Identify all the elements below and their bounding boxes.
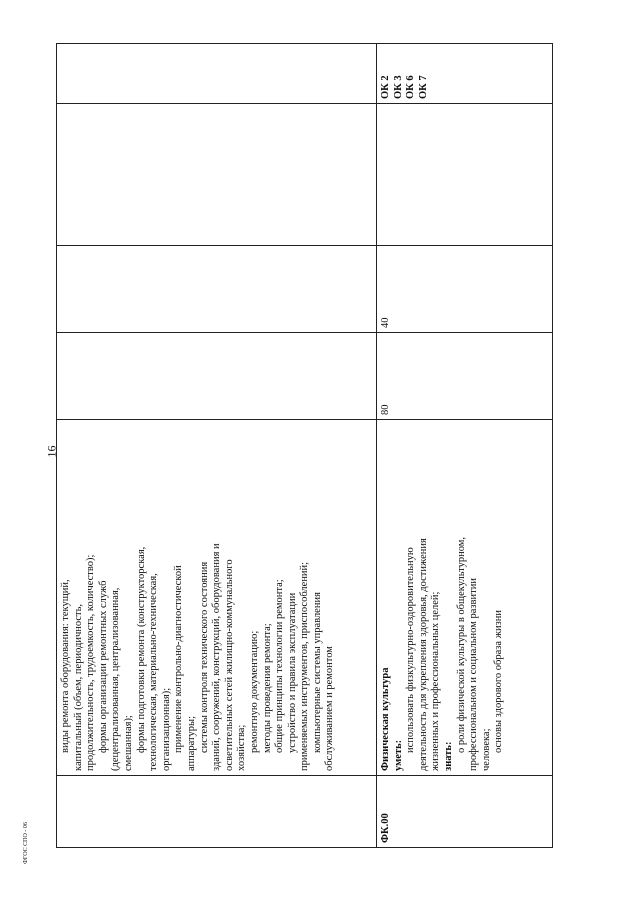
content-line: человека; [480, 728, 492, 771]
content-line: общие принципы технологии ремонта; [274, 579, 286, 753]
content-line: использовать физкультурно-оздоровительную [405, 547, 417, 753]
content-line: технологическая, материально-техническая, [148, 573, 160, 771]
content-line: ремонтную документацию; [248, 630, 260, 753]
content-line: аппаратуры; [185, 716, 197, 771]
content-line: организационная); [160, 687, 172, 771]
content-line: продолжительность, трудоемкость, количество); [85, 554, 97, 771]
content-line: компьютерные системы управления [311, 592, 323, 753]
content-line: методы проведения ремонта; [261, 623, 273, 753]
table-row [377, 44, 553, 848]
content-lines [60, 424, 337, 771]
content-line: зданий, сооружений, конструкций, оборудования и [211, 543, 223, 771]
content-line: основы здорового образа жизни [493, 610, 505, 753]
content-line: смешанная); [122, 715, 134, 771]
content-line: капитальный (объем, периодичность, [72, 603, 84, 771]
max-hours-cell [57, 333, 377, 420]
content-line: применяемых инструментов, приспособлений; [299, 561, 311, 771]
content-heading: знать: [442, 741, 454, 771]
content-line: осветительных сетей жилищно-коммунального [223, 559, 235, 771]
content-line: применение контрольно-диагностической [173, 565, 185, 753]
content-line: формы подготовки ремонта (конструкторская, [135, 546, 147, 753]
content-line: хозяйства; [236, 724, 248, 771]
content-line: формы организации ремонтных служб [97, 580, 109, 753]
content-line: жизненных и профессиональных целей; [430, 591, 442, 771]
content-heading: Физическая культура [380, 667, 391, 771]
table-row [57, 44, 377, 848]
content-cell [377, 420, 553, 776]
index-cell: ФК.00 [377, 776, 553, 848]
content-lines [380, 424, 506, 771]
content-line: системы контроля технического состояния [198, 561, 210, 753]
page-number: 16 [44, 445, 59, 458]
index-cell [57, 776, 377, 848]
content-line: обслуживанием и ремонтом [324, 646, 336, 771]
content-cell [57, 420, 377, 776]
content-line: устройство и правила эксплуатации [286, 592, 298, 753]
discipline-cell [57, 104, 377, 246]
max-hours-cell: 80 [377, 333, 553, 420]
education-standard-table [56, 43, 553, 848]
content-line: виды ремонта оборудования: текущий, [60, 579, 71, 753]
content-line: деятельность для укрепления здоровья, достижения [417, 538, 429, 771]
competencies-cell [57, 44, 377, 104]
content-line: о роли физической культуры в общекультурном, [455, 536, 467, 753]
content-line: (децентрализованная, централизованная, [110, 587, 122, 771]
competencies-cell: ОК 2 ОК 3 ОК 6 ОК 7 [377, 44, 553, 104]
content-heading: уметь: [392, 739, 404, 771]
mandatory-hours-cell [57, 246, 377, 333]
content-line: профессиональном и социальном развитии [468, 578, 480, 771]
footer-code: ФГОС СПО - 06 [22, 822, 29, 864]
mandatory-hours-cell: 40 [377, 246, 553, 333]
rotated-table-container [56, 44, 552, 848]
discipline-cell [377, 104, 553, 246]
